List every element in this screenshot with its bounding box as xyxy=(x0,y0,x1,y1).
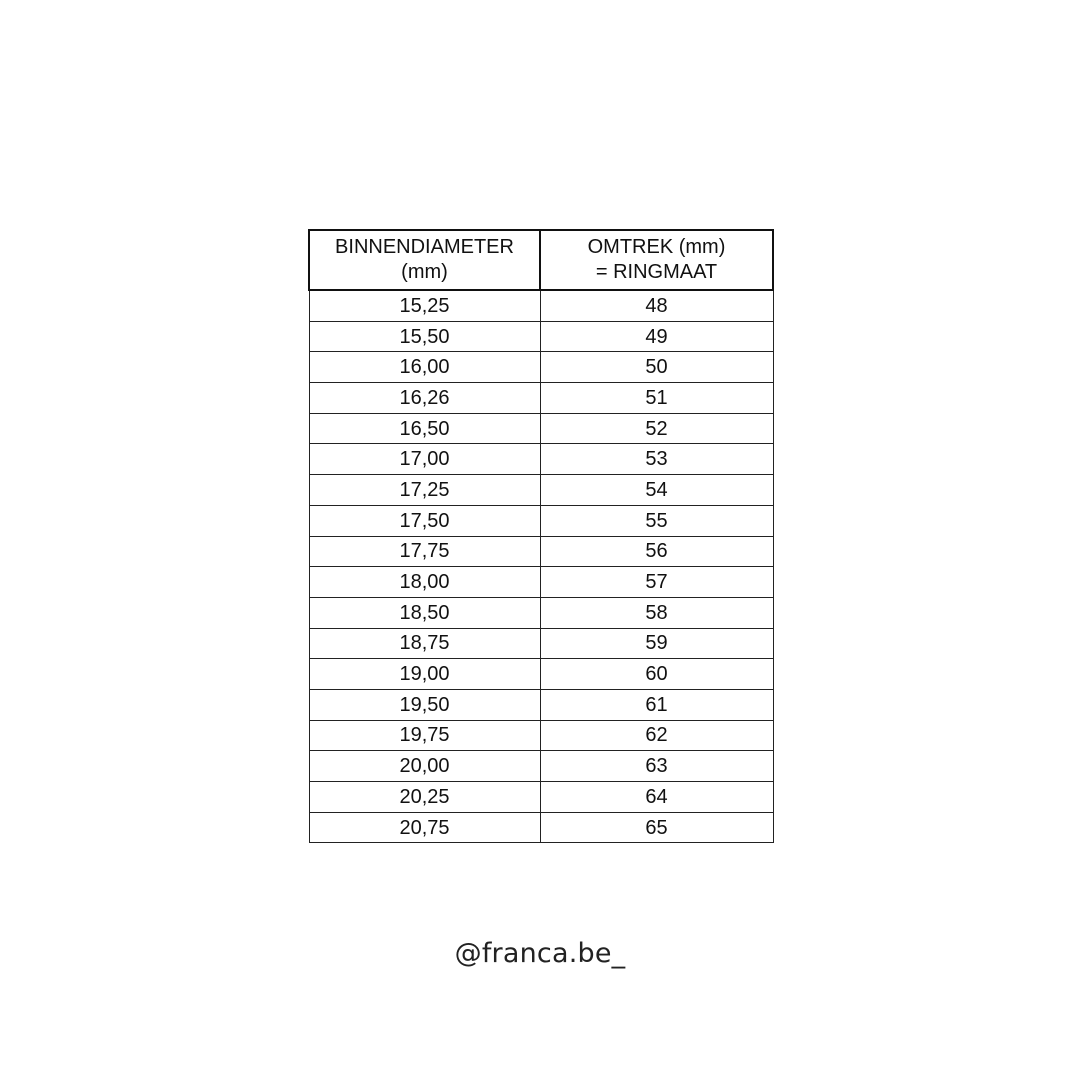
cell-inner-diameter: 20,00 xyxy=(309,751,540,782)
table-row xyxy=(309,475,773,506)
cell-ring-size: 56 xyxy=(540,536,773,567)
header-circumference-line2: = RINGMAAT xyxy=(595,261,718,283)
cell-ring-size: 60 xyxy=(540,659,773,690)
cell-ring-size: 59 xyxy=(540,628,773,659)
header-circumference-line1: OMTREK (mm) xyxy=(587,236,726,258)
cell-ring-size: 62 xyxy=(540,720,773,751)
cell-ring-size: 61 xyxy=(540,689,773,720)
cell-inner-diameter: 17,75 xyxy=(309,536,540,567)
cell-inner-diameter: 15,25 xyxy=(309,290,540,321)
cell-ring-size: 52 xyxy=(540,413,773,444)
cell-ring-size: 58 xyxy=(540,597,773,628)
table-row xyxy=(309,689,773,720)
cell-inner-diameter: 16,00 xyxy=(309,352,540,383)
cell-ring-size: 64 xyxy=(540,782,773,813)
cell-inner-diameter: 18,75 xyxy=(309,628,540,659)
table-row xyxy=(309,812,773,843)
table-row xyxy=(309,413,773,444)
table-row xyxy=(309,383,773,414)
table-row xyxy=(309,628,773,659)
cell-ring-size: 54 xyxy=(540,475,773,506)
cell-inner-diameter: 18,50 xyxy=(309,597,540,628)
cell-inner-diameter: 15,50 xyxy=(309,321,540,352)
table-row xyxy=(309,536,773,567)
cell-inner-diameter: 19,50 xyxy=(309,689,540,720)
table-header xyxy=(309,230,773,290)
table-row xyxy=(309,659,773,690)
table-row xyxy=(309,567,773,598)
cell-inner-diameter: 19,00 xyxy=(309,659,540,690)
table-row xyxy=(309,720,773,751)
header-inner-diameter-line1: BINNENDIAMETER xyxy=(335,236,514,258)
cell-ring-size: 63 xyxy=(540,751,773,782)
cell-ring-size: 49 xyxy=(540,321,773,352)
table-header-row xyxy=(309,230,773,290)
cell-inner-diameter: 18,00 xyxy=(309,567,540,598)
table-row xyxy=(309,352,773,383)
cell-ring-size: 53 xyxy=(540,444,773,475)
cell-inner-diameter: 20,25 xyxy=(309,782,540,813)
cell-ring-size: 55 xyxy=(540,505,773,536)
cell-inner-diameter: 19,75 xyxy=(309,720,540,751)
footer-handle: @franca.be_ xyxy=(454,938,626,969)
ring-size-table xyxy=(308,229,774,843)
table-row xyxy=(309,597,773,628)
cell-ring-size: 57 xyxy=(540,567,773,598)
header-inner-diameter-line2: (mm) xyxy=(401,261,448,283)
table-row xyxy=(309,505,773,536)
header-circumference xyxy=(540,230,773,290)
cell-ring-size: 65 xyxy=(540,812,773,843)
table-row xyxy=(309,444,773,475)
cell-inner-diameter: 16,26 xyxy=(309,383,540,414)
cell-inner-diameter: 20,75 xyxy=(309,812,540,843)
cell-ring-size: 51 xyxy=(540,383,773,414)
cell-ring-size: 48 xyxy=(540,290,773,321)
cell-inner-diameter: 17,00 xyxy=(309,444,540,475)
table-row xyxy=(309,782,773,813)
table-body xyxy=(309,290,773,843)
cell-inner-diameter: 16,50 xyxy=(309,413,540,444)
cell-inner-diameter: 17,50 xyxy=(309,505,540,536)
cell-inner-diameter: 17,25 xyxy=(309,475,540,506)
table-row xyxy=(309,751,773,782)
cell-ring-size: 50 xyxy=(540,352,773,383)
table-row xyxy=(309,290,773,321)
table-row xyxy=(309,321,773,352)
header-inner-diameter xyxy=(309,230,540,290)
